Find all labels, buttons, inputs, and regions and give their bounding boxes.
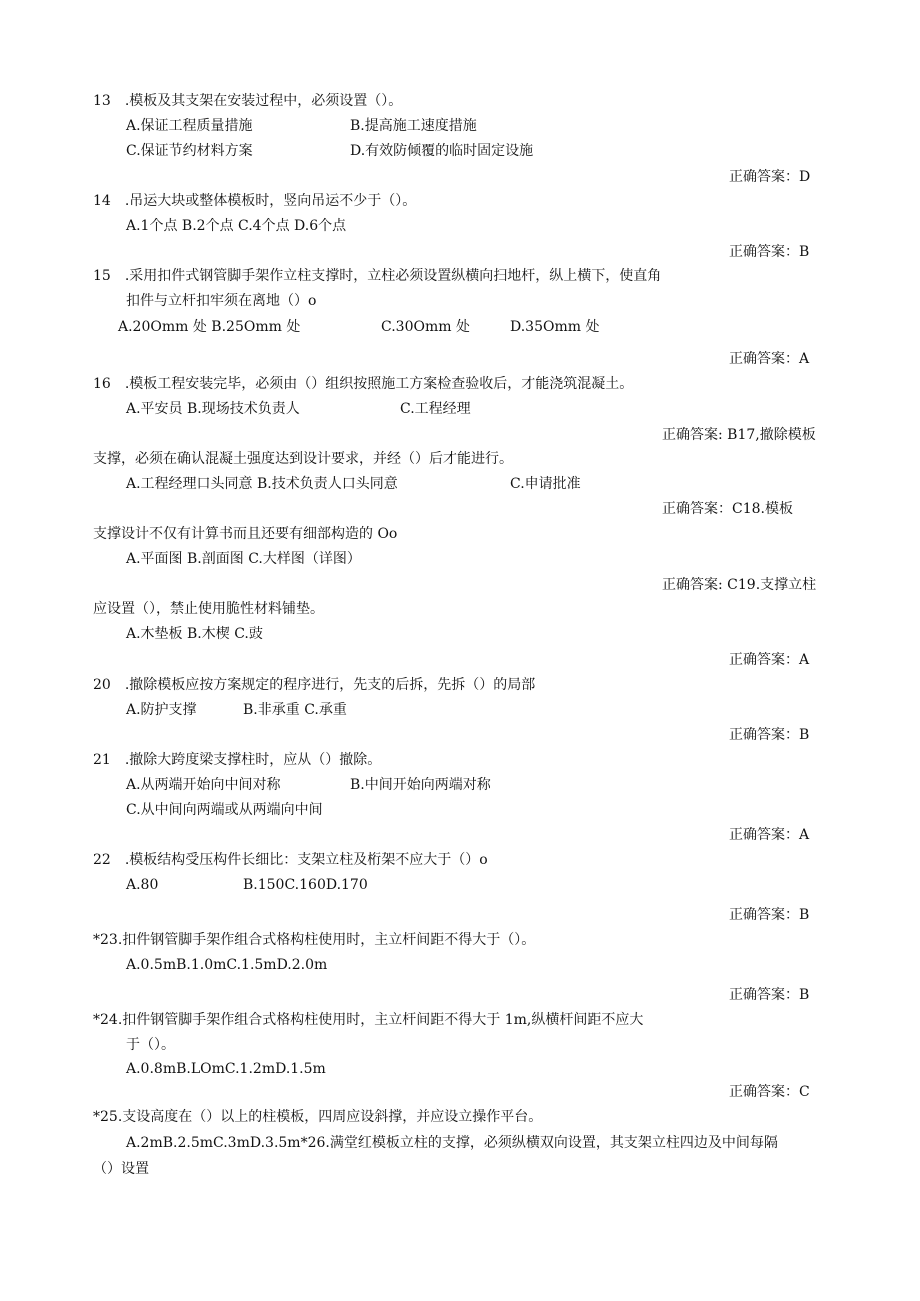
question-14-stem: 14 .吊运大块或整体模板时，竖向吊运不少于（）。 (93, 193, 417, 209)
question-22-answer: 正确答案：B (729, 907, 810, 923)
question-15-stem-cont: 扣件与立杆扣牢须在离地（）o (126, 293, 317, 309)
question-24-answer: 正确答案：C (729, 1084, 810, 1100)
question-19-stem: 应设置（），禁止使用脆性材料铺垫。 (93, 601, 324, 617)
question-14-options: A.1个点 B.2个点 C.4个点 D.6个点 (126, 218, 347, 234)
question-22-option-a: A.80 (126, 877, 159, 893)
question-18-options: A.平面图 B.剖面图 C.大样图（详图） (126, 551, 361, 567)
question-21-stem: 21 .撤除大跨度梁支撑柱时，应从（）撤除。 (93, 752, 382, 768)
question-15-stem: 15 .采用扣件式钢管脚手架作立柱支撑时，立柱必须设置纵横向扫地杆，纵上横下，使直角 (93, 268, 662, 284)
question-22-option-bcd: B.150C.160D.170 (243, 877, 368, 893)
question-25-stem: *25.支设高度在（）以上的柱模板，四周应设斜撑，并应设立操作平台。 (93, 1109, 543, 1125)
question-21-option-c: C.从中间向两端或从两端向中间 (126, 802, 323, 818)
question-13-option-c: C.保证节约材料方案 (126, 143, 253, 159)
question-16-answer: 正确答案: B17,撤除模板 (662, 427, 816, 443)
question-19-options: A.木垫板 B.木楔 C.豉 (126, 626, 263, 642)
question-17-stem: 支撑，必须在确认混凝土强度达到设计要求，并经（）后才能进行。 (93, 451, 513, 467)
question-24-stem: *24.扣件钢管脚手架作组合式格构柱使用时，主立杆间距不得大于 1m,纵横杆间距不应大 (93, 1012, 644, 1028)
question-20-stem: 20 .撤除模板应按方案规定的程序进行，先支的后拆，先拆（）的局部 (93, 677, 536, 693)
question-23-options: A.0.5mB.1.0mC.1.5mD.2.0m (126, 957, 328, 973)
question-16-stem: 16 .模板工程安装完毕，必须由（）组织按照施工方案检查验收后，才能浇筑混凝土。 (93, 376, 634, 392)
question-16-option-c: C.工程经理 (400, 401, 471, 417)
question-23-answer: 正确答案：B (729, 987, 810, 1003)
question-13-stem: 13 .模板及其支架在安装过程中，必须设置（）。 (93, 93, 403, 109)
question-20-option-bc: B.非承重 C.承重 (243, 702, 347, 718)
question-21-answer: 正确答案：A (729, 827, 810, 843)
question-25-options-and-26-stem: A.2mB.2.5mC.3mD.3.5m*26.满堂红模板立柱的支撑，必须纵横双向设置，其支架立柱四边及中间每隔 (126, 1135, 778, 1151)
question-16-option-ab: A.平安员 B.现场技术负责人 (126, 401, 300, 417)
question-24-options: A.0.8mB.LOmC.1.2mD.1.5m (126, 1061, 326, 1077)
question-15-option-c: C.30Omm 处 (381, 319, 470, 335)
question-13-option-a: A.保证工程质量措施 (126, 118, 253, 134)
question-19-answer: 正确答案：A (729, 652, 810, 668)
question-20-option-a: A.防护支撑 (126, 702, 197, 718)
question-17-option-ab: A.工程经理口头同意 B.技术负责人口头同意 (126, 476, 398, 492)
question-23-stem: *23.扣件钢管脚手架作组合式格构柱使用时，主立杆间距不得大于（）。 (93, 932, 536, 948)
question-18-stem: 支撑设计不仅有计算书而且还要有细部构造的 Oo (93, 526, 398, 542)
question-21-option-b: B.中间开始向两端对称 (350, 777, 491, 793)
question-13-answer: 正确答案：D (729, 169, 811, 185)
question-22-stem: 22 .模板结构受压构件长细比：支架立柱及桁架不应大于（）o (93, 852, 488, 868)
question-17-option-c: C.申请批准 (510, 476, 581, 492)
question-21-option-a: A.从两端开始向中间对称 (126, 777, 281, 793)
question-18-answer: 正确答案: C19.支撑立柱 (662, 577, 817, 593)
question-15-option-d: D.35Omm 处 (510, 319, 600, 335)
question-13-option-d: D.有效防倾覆的临时固定设施 (350, 143, 534, 159)
question-26-stem-cont: （）设置 (93, 1161, 149, 1177)
question-20-answer: 正确答案：B (729, 727, 810, 743)
question-17-answer: 正确答案：C18.模板 (662, 501, 793, 517)
question-24-stem-cont: 于（）。 (126, 1037, 175, 1053)
question-13-option-b: B.提高施工速度措施 (350, 118, 477, 134)
question-15-answer: 正确答案：A (729, 351, 810, 367)
question-15-option-ab: A.20Omm 处 B.25Omm 处 (118, 319, 301, 335)
question-14-answer: 正确答案：B (729, 244, 810, 260)
